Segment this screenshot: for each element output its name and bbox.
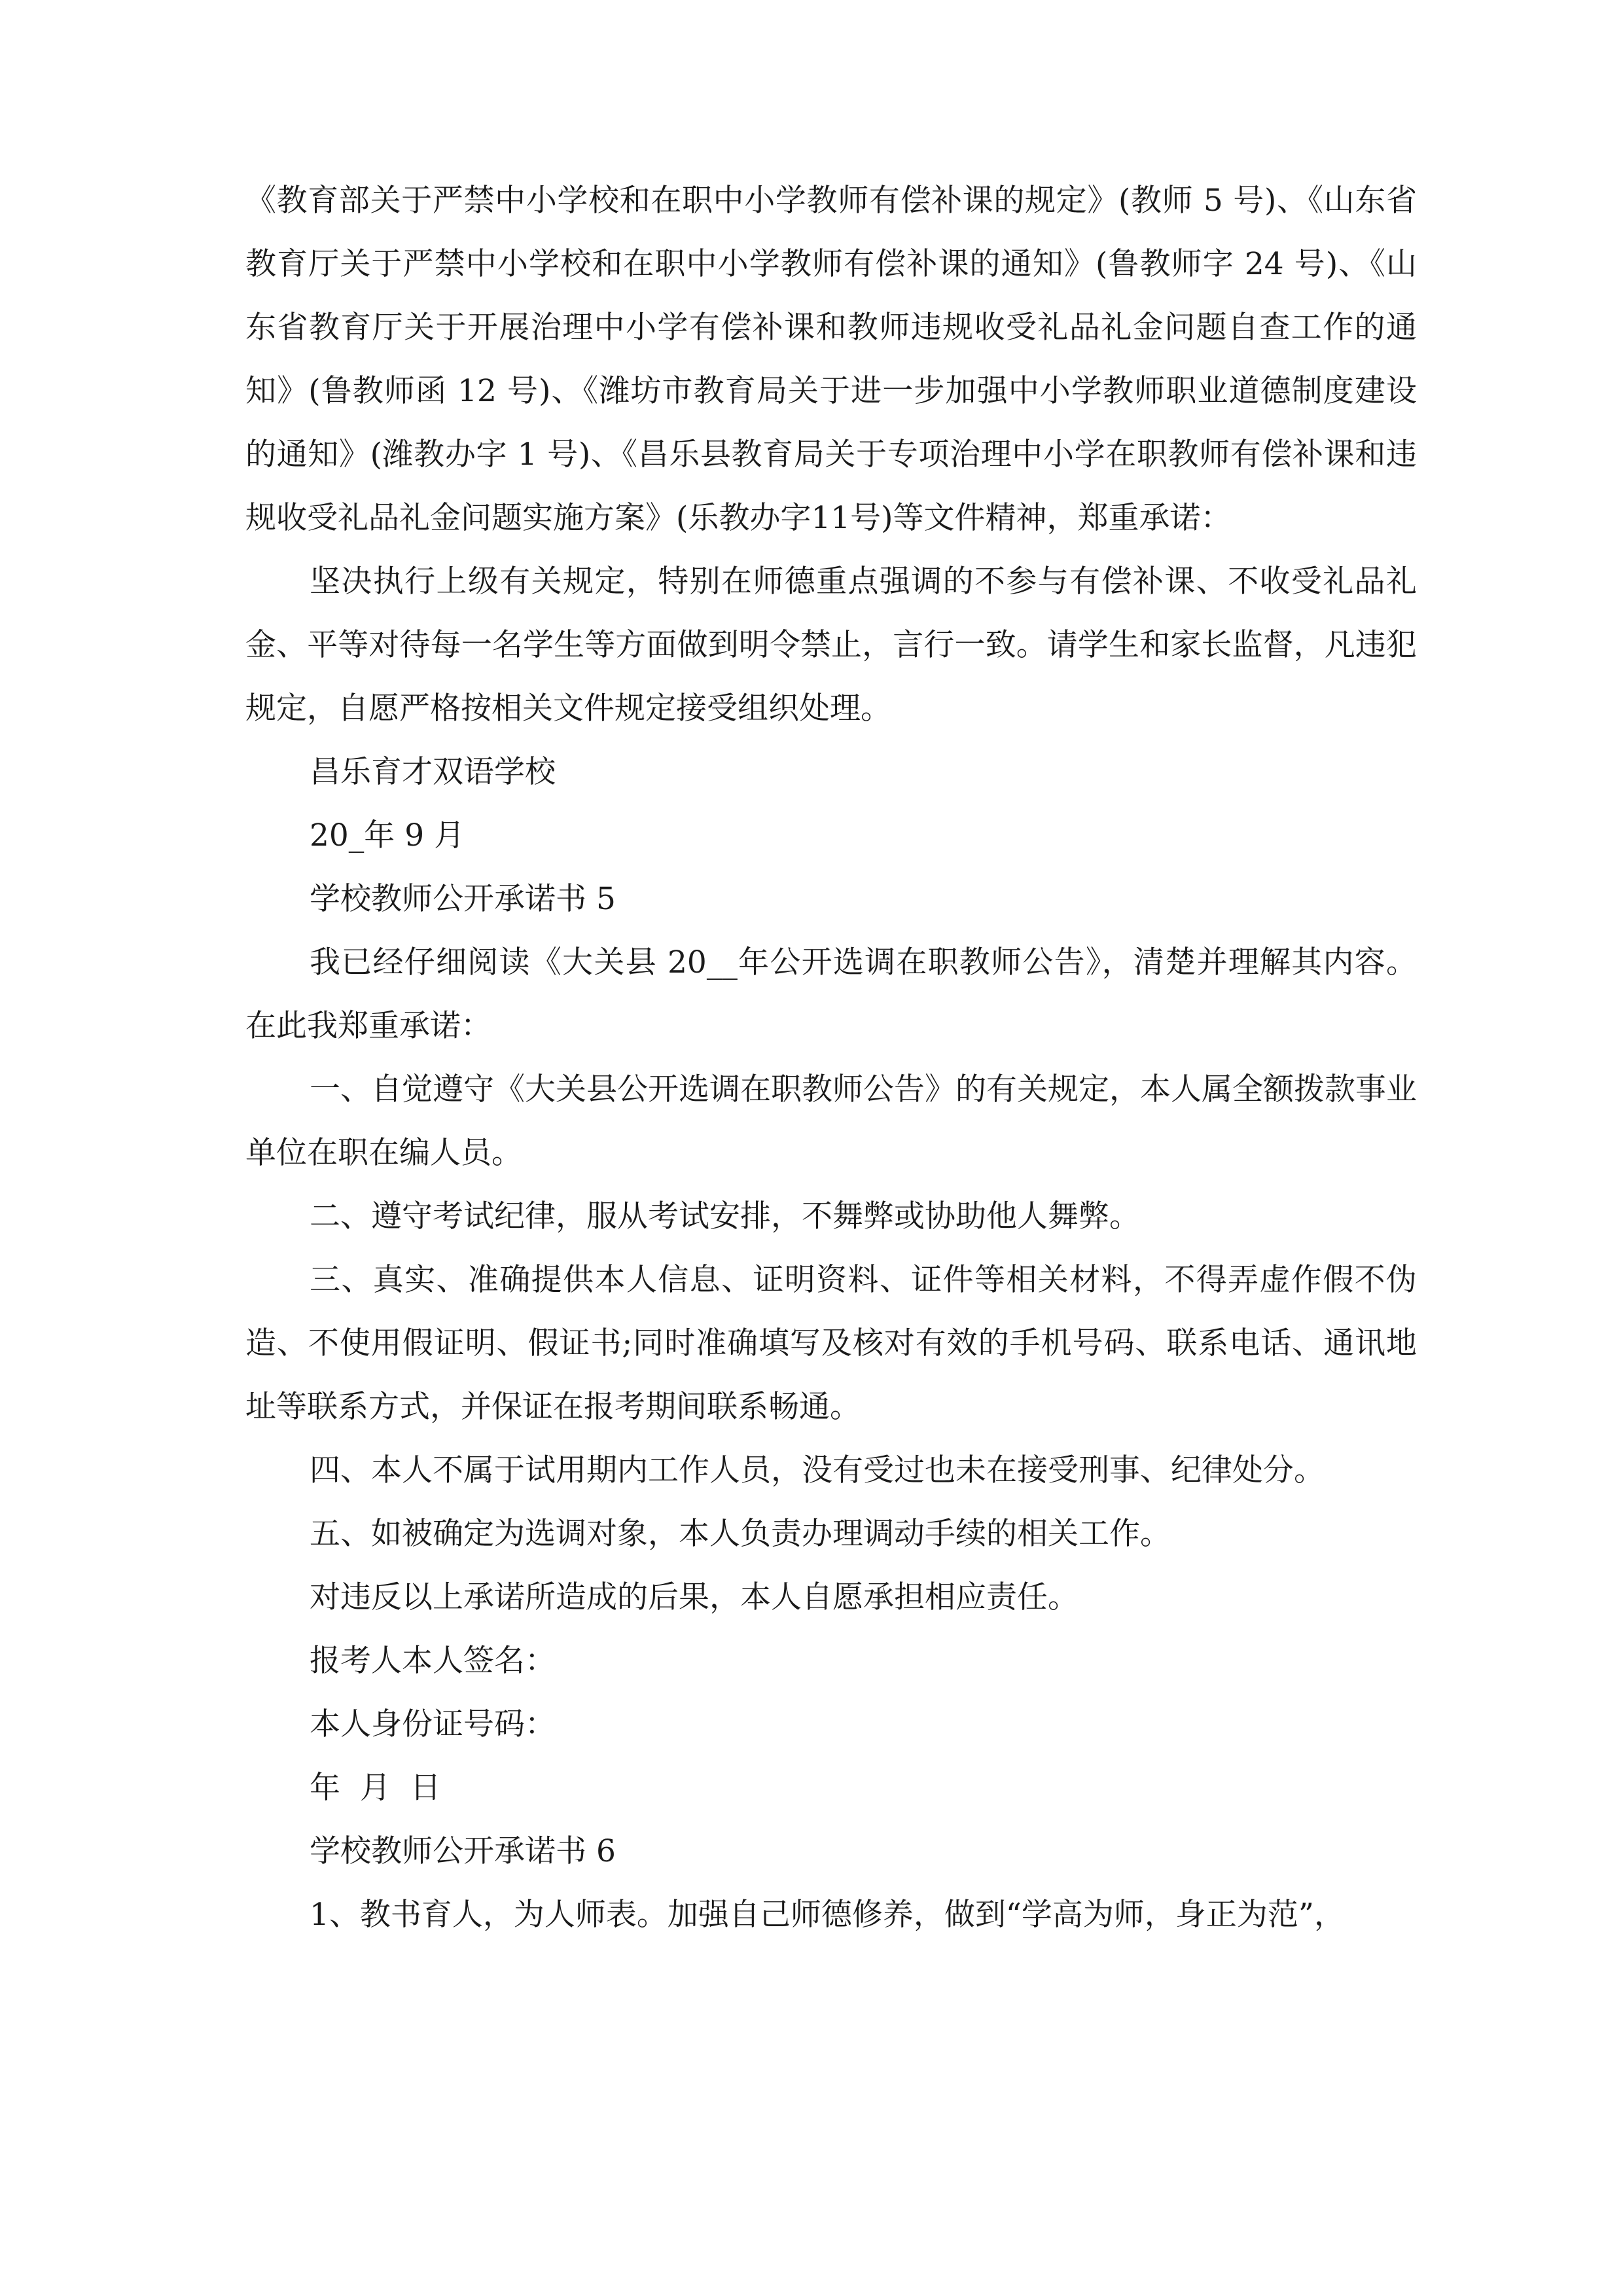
- commit-item-3: 三、真实、准确提供本人信息、证明资料、证件等相关材料，不得弄虚作假不伪造、不使用假证明、假证书;同时准确填写及核对有效的手机号码、联系电话、通讯地址等联系方式，并保证在报考期间联系畅通。: [245, 1262, 1417, 1425]
- item-6-1: 1、教书育人，为人师表。加强自己师德修养，做到“学高为师，身正为范”，: [310, 1897, 1345, 1933]
- commit-item-4: 四、本人不属于试用期内工作人员，没有受过也未在接受刑事、纪律处分。: [310, 1452, 1325, 1488]
- violation-statement: 对违反以上承诺所造成的后果，本人自愿承担相应责任。: [310, 1579, 1079, 1615]
- commit-item-2: 二、遵守考试纪律，服从考试安排，不舞弊或协助他人舞弊。: [310, 1198, 1140, 1234]
- section-title-5: 学校教师公开承诺书 5: [310, 881, 616, 917]
- sign-date: 20_年 9 月: [310, 817, 465, 853]
- commitment-paragraph: 坚决执行上级有关规定，特别在师德重点强调的不参与有偿补课、不收受礼品礼金、平等对待每一名学生等方面做到明令禁止，言行一致。请学生和家长监督，凡违犯规定，自愿严格按相关文件规定接受组织处理。: [245, 564, 1417, 726]
- signature-label: 报考人本人签名：: [310, 1643, 556, 1679]
- date-placeholder: 年 月 日: [310, 1770, 441, 1806]
- intro-paragraph: 《教育部关于严禁中小学校和在职中小学教师有偿补课的规定》(教师 5 号)、《山东省教育厅关于严禁中小学校和在职中小学教师有偿补课的通知》(鲁教师字 24 号)、《山东省教育厅关于开展治理中小学有偿补课和教师违规收受礼品礼金问题自查工作的通知》(鲁教师函 12 号)、《潍坊市教育局关于进一步加强中小学教师职业道德制度建设的通知》(潍教办字 1 号)、《昌乐县教育局关于专项治理中小学在职教师有偿补课和违规收受礼品礼金问题实施方案》(乐教办字11号)等文件精神，郑重承诺：: [245, 183, 1417, 536]
- id-number-label: 本人身份证号码：: [310, 1706, 556, 1742]
- school-name: 昌乐育才双语学校: [310, 754, 556, 790]
- document-body: [245, 169, 1417, 1946]
- section-title-6: 学校教师公开承诺书 6: [310, 1833, 616, 1869]
- commit-item-1: 一、自觉遵守《大关县公开选调在职教师公告》的有关规定，本人属全额拨款事业单位在职在编人员。: [245, 1071, 1417, 1171]
- commit-item-5: 五、如被确定为选调对象，本人负责办理调动手续的相关工作。: [310, 1516, 1171, 1552]
- read-statement: 我已经仔细阅读《大关县 20__年公开选调在职教师公告》，清楚并理解其内容。在此我郑重承诺：: [245, 944, 1417, 1044]
